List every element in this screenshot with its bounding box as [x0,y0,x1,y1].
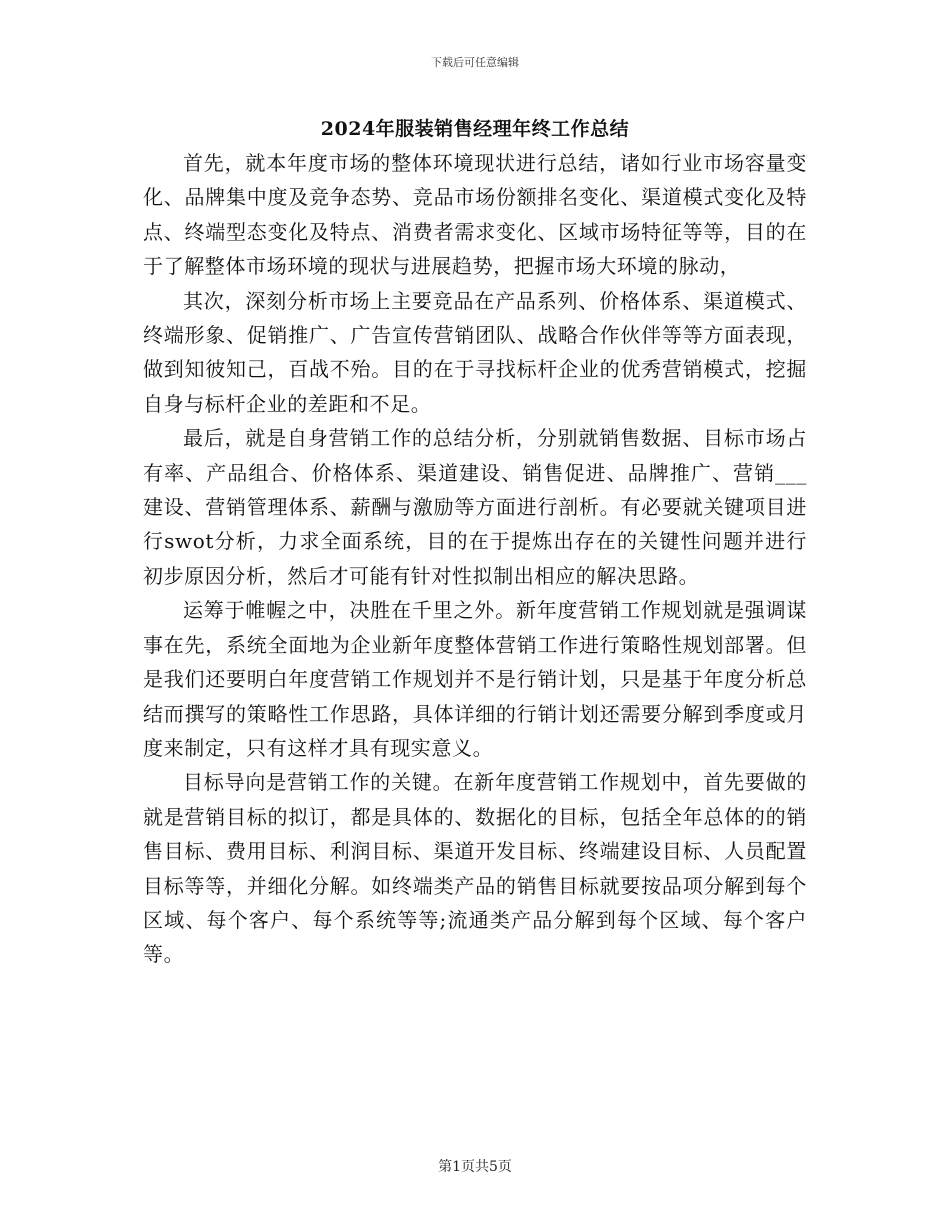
document-title: 2024年服装销售经理年终工作总结 [320,118,630,140]
page-footer: 第1页共5页 [438,1159,512,1175]
paragraph-4: 运筹于帷幄之中，决胜在千里之外。新年度营销工作规划就是强调谋事在先，系统全面地为企业新年度整体营销工作进行策略性规划部署。但是我们还要明白年度营销工作规划并不是行销计划，只是基于年度分析总结而撰写的策略性工作思路，具体详细的行销计划还需要分解到季度或月度来制定，只有这样才具有现实意义。 [143,598,807,760]
paragraph-3: 最后，就是自身营销工作的总结分析，分别就销售数据、目标市场占有率、产品组合、价格体系、渠道建设、销售促进、品牌推广、营销___建设、营销管理体系、薪酬与激励等方面进行剖析。有必要就关键项目进行swot分析，力求全面系统，目的在于提炼出存在的关键性问题并进行初步原因分析，然后才可能有针对性拟制出相应的解决思路。 [143,426,807,588]
paragraph-5: 目标导向是营销工作的关键。在新年度营销工作规划中，首先要做的就是营销目标的拟订，都是具体的、数据化的目标，包括全年总体的的销售目标、费用目标、利润目标、渠道开发目标、终端建设目标、人员配置目标等等，并细化分解。如终端类产品的销售目标就要按品项分解到每个区域、每个客户、每个系统等等;流通类产品分解到每个区域、每个客户等。 [143,770,807,967]
header-note: 下载后可任意编辑 [431,56,519,69]
paragraph-2: 其次，深刻分析市场上主要竞品在产品系列、价格体系、渠道模式、终端形象、促销推广、广告宣传营销团队、战略合作伙伴等等方面表现，做到知彼知己，百战不殆。目的在于寻找标杆企业的优秀营销模式，挖掘自身与标杆企业的差距和不足。 [143,288,807,416]
paragraph-1: 首先，就本年度市场的整体环境现状进行总结，诸如行业市场容量变化、品牌集中度及竞争态势、竞品市场份额排名变化、渠道模式变化及特点、终端型态变化及特点、消费者需求变化、区域市场特征等等，目的在于了解整体市场环境的现状与进展趋势，把握市场大环境的脉动， [143,151,807,279]
document-body [143,146,807,972]
